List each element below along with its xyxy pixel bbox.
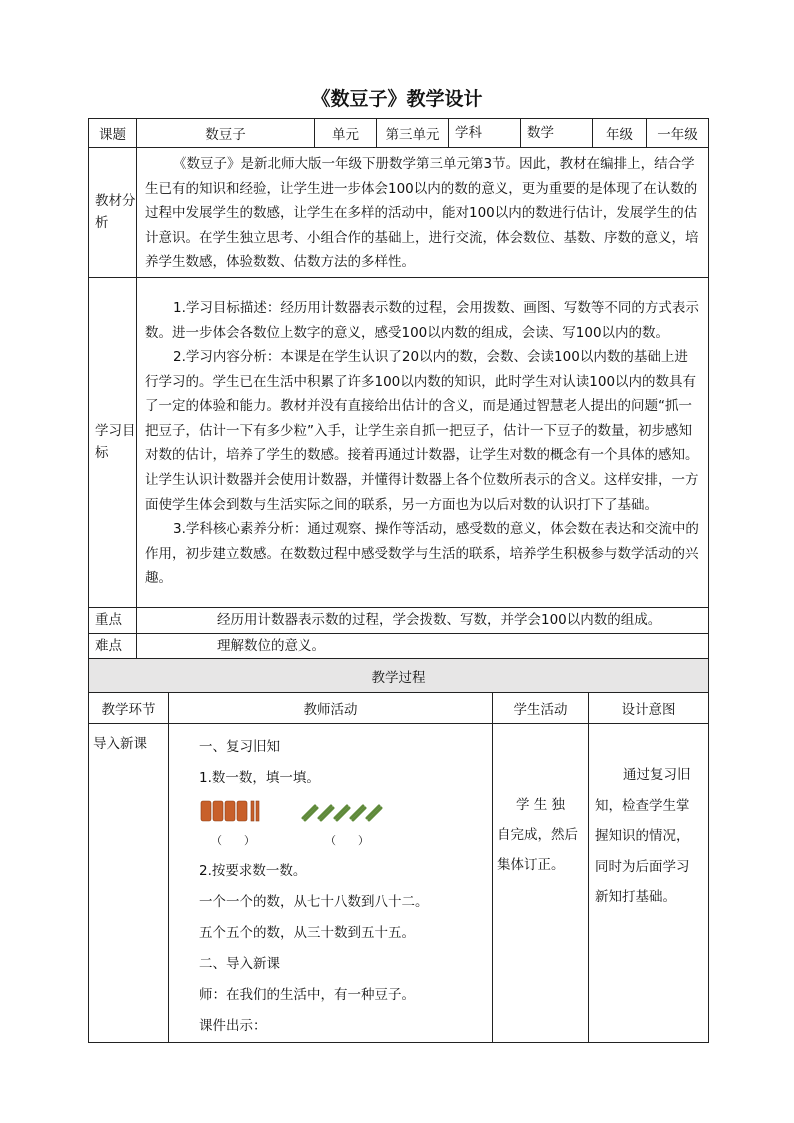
intent-line-5: 新知打基础。 (595, 889, 676, 905)
teacher-line-2: 1.数一数，填一填。 (199, 770, 320, 786)
unit-label: 单元 (315, 119, 377, 148)
answer-brackets (199, 830, 484, 856)
counting-sticks-illustration (199, 798, 484, 828)
goals-row (89, 277, 709, 607)
teacher-line-3: 2.按要求数一数。 (199, 863, 307, 879)
orange-stick-bundles (201, 801, 259, 821)
topic-value: 数豆子 (137, 119, 315, 148)
difficulty-label: 难点 (89, 633, 137, 659)
design-intent-cell (589, 724, 709, 1043)
goals-label: 学习目标 (89, 277, 137, 607)
subject-value: 数学 (521, 119, 593, 148)
key-point-row (89, 607, 709, 633)
col-student-header: 学生活动 (493, 693, 589, 724)
stage-label: 导入新课 (93, 736, 147, 752)
student-line-3: 集体订正。 (497, 857, 565, 873)
process-row-intro (89, 724, 709, 1043)
process-column-headers (89, 693, 709, 724)
process-heading-row (89, 659, 709, 693)
key-point-label: 重点 (89, 607, 137, 633)
col-stage-header: 教学环节 (89, 693, 169, 724)
teacher-line-4: 一个一个的数，从七十八数到八十二。 (199, 894, 429, 910)
goals-paragraph-3: 3.学科核心素养分析：通过观察、操作等活动，感受数的意义，体会数在表达和交流中的作用，初步建立数感。在数数过程中感受数学与生活的联系，培养学生积极参与数学活动的兴趣。 (145, 521, 699, 587)
student-line-2: 自完成，然后 (497, 827, 578, 843)
topic-label: 课题 (89, 119, 137, 148)
intent-line-4: 同时为后面学习 (595, 858, 690, 875)
process-heading: 教学过程 (89, 659, 709, 693)
intent-line-1: 通过复习旧 (623, 767, 691, 783)
difficulty-row (89, 633, 709, 659)
material-label: 教材分析 (89, 148, 137, 278)
key-point-text: 经历用计数器表示数的过程，学会拨数、写数，并学会100以内数的组成。 (217, 611, 662, 628)
subject-label: 学科 (449, 119, 521, 148)
col-intent-header: 设计意图 (589, 693, 709, 724)
intent-line-3: 握知识的情况， (595, 828, 690, 844)
teacher-line-7: 师：在我们的生活中，有一种豆子。 (199, 987, 415, 1003)
teacher-line-5: 五个五个的数，从三十数到五十五。 (199, 925, 415, 941)
answer-bracket-1: （ ） (211, 834, 255, 847)
answer-bracket-2: （ ） (325, 834, 369, 847)
grade-value: 一年级 (647, 119, 709, 148)
sticks-svg (199, 798, 399, 826)
teacher-activity-cell (169, 724, 493, 1043)
grade-label: 年级 (593, 119, 647, 148)
student-activity-cell (493, 724, 589, 1043)
lesson-info-table (88, 118, 709, 659)
goals-paragraph-2: 2.学习内容分析：本课是在学生认识了20以内的数，会数、会读100以内数的基础上进行学习的。学生已在生活中积累了许多100以内数的知识，此时学生对认读100以内的数具有了一定的体验和能力。教材并没有直接给出估计的含义，而是通过智慧老人提出的问题“抓一把豆子，估计一下有多少粒”入手，让学生亲自抓一把豆子，估计一下豆子的数量，初步感知对数的估计，培养了学生的数感。接着再通过计数器，让学生对数的概念有一个具体的感知。让学生认识计数器并会使用计数器，并懂得计数器上各个位数所表示的含义。这样安排，一方面使学生体会到数与生活实际之间的联系，另一方面也为以后对数的认识打下了基础。 (145, 349, 699, 513)
col-teacher-header: 教师活动 (169, 693, 493, 724)
difficulty-text: 理解数位的意义。 (217, 637, 325, 654)
goals-paragraph-1: 1.学习目标描述：经历用计数器表示数的过程，会用拨数、画图、写数等不同的方式表示数。进一步体会各数位上数字的意义，感受100以内数的组成，会读、写100以内的数。 (145, 299, 699, 341)
unit-value: 第三单元 (377, 119, 449, 148)
student-line-1: 学 生 独 (515, 797, 566, 813)
header-row (89, 119, 709, 148)
stage-cell (89, 724, 169, 1043)
material-row (89, 148, 709, 278)
intent-line-2: 知，检查学生掌 (595, 797, 690, 814)
page-title: 《数豆子》教学设计 (311, 88, 483, 110)
material-text: 《数豆子》是新北师大版一年级下册数学第三单元第3节。因此，教材在编排上，结合学生已有的知识和经验，让学生进一步体会100以内的数的意义，更为重要的是体现了在认数的过程中发展学生的数感，让学生在多样的活动中，能对100以内的数进行估计，发展学生的估计意识。在学生独立思考、小组合作的基础上，进行交流，体会数位、基数、序数的意义，培养学生数感，体验数数、估数方法的多样性。 (145, 156, 699, 271)
green-bean-sticks (303, 806, 381, 820)
teacher-line-6: 二、导入新课 (199, 956, 280, 972)
teacher-line-8: 课件出示： (199, 1018, 267, 1034)
teaching-process-table (88, 658, 709, 1043)
teacher-line-1: 一、复习旧知 (199, 739, 280, 755)
